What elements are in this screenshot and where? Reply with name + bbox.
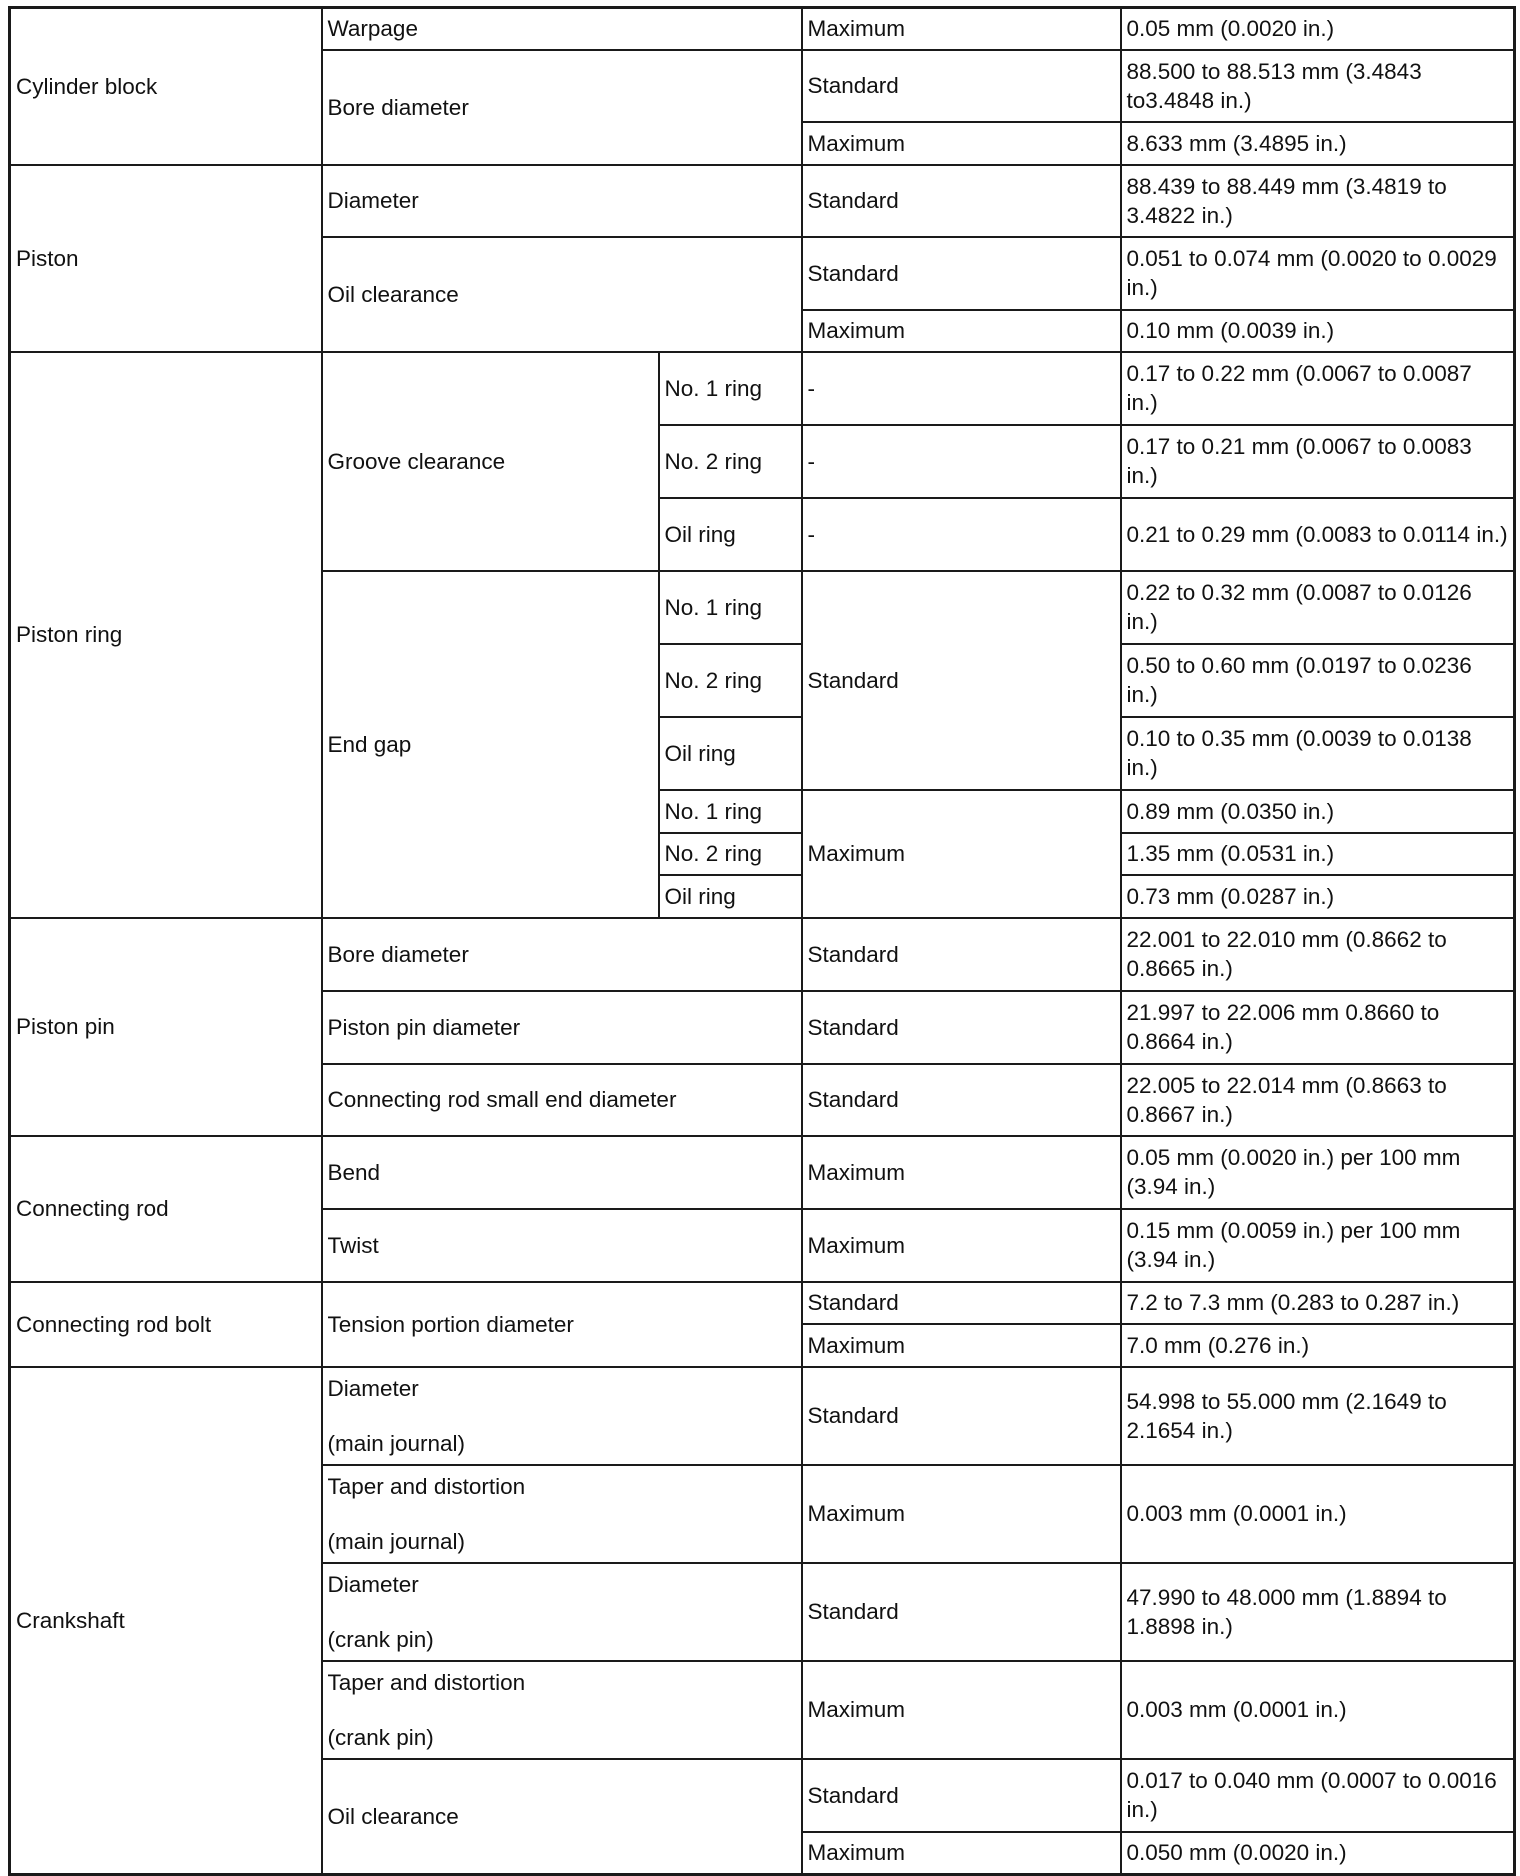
category-cell: Crankshaft xyxy=(10,1367,322,1875)
spec-value-cell: 54.998 to 55.000 mm (2.1649 to 2.1654 in.) xyxy=(1121,1367,1515,1465)
spec-type-cell: Maximum xyxy=(802,1832,1121,1875)
spec-value-cell: 0.017 to 0.040 mm (0.0007 to 0.0016 in.) xyxy=(1121,1759,1515,1832)
item-label-line: Taper and distortion xyxy=(327,1669,526,1695)
spec-type-cell: Maximum xyxy=(802,310,1121,352)
item-cell: Diameter xyxy=(322,165,802,237)
category-cell: Connecting rod bolt xyxy=(10,1282,322,1367)
item-label-line: Taper and distortion xyxy=(327,1473,526,1499)
spec-value-cell: 88.500 to 88.513 mm (3.4843 to3.4848 in.) xyxy=(1121,50,1515,122)
ring-cell: No. 2 ring xyxy=(659,425,802,498)
item-cell xyxy=(322,1465,802,1563)
ring-cell: No. 1 ring xyxy=(659,352,802,425)
spec-value-cell: 21.997 to 22.006 mm 0.8660 to 0.8664 in.) xyxy=(1121,991,1515,1064)
spec-type-cell: Standard xyxy=(802,571,1121,790)
spec-value-cell: 22.005 to 22.014 mm (0.8663 to 0.8667 in.) xyxy=(1121,1064,1515,1136)
item-label-line: (main journal) xyxy=(327,1528,466,1554)
item-cell: Groove clearance xyxy=(322,352,659,571)
category-cell: Connecting rod xyxy=(10,1136,322,1282)
ring-cell: Oil ring xyxy=(659,498,802,571)
item-label-line: Diameter xyxy=(327,1571,419,1597)
spec-value-cell: 7.2 to 7.3 mm (0.283 to 0.287 in.) xyxy=(1121,1282,1515,1324)
spec-type-cell: Maximum xyxy=(802,122,1121,165)
spec-type-cell: Standard xyxy=(802,918,1121,991)
ring-cell: No. 2 ring xyxy=(659,833,802,875)
category-cell: Piston pin xyxy=(10,918,322,1136)
spec-value-cell: 0.003 mm (0.0001 in.) xyxy=(1121,1661,1515,1759)
spec-type-cell: Standard xyxy=(802,1282,1121,1324)
spec-value-cell: 0.17 to 0.21 mm (0.0067 to 0.0083 in.) xyxy=(1121,425,1515,498)
table-row xyxy=(10,165,1515,237)
spec-type-cell: Standard xyxy=(802,50,1121,122)
spec-value-cell: 0.05 mm (0.0020 in.) xyxy=(1121,8,1515,50)
item-cell: Oil clearance xyxy=(322,237,802,352)
item-cell xyxy=(322,1661,802,1759)
spec-type-cell: Maximum xyxy=(802,1324,1121,1367)
spec-type-cell: Maximum xyxy=(802,1465,1121,1563)
item-cell: Bend xyxy=(322,1136,802,1209)
table-row xyxy=(10,918,1515,991)
ring-cell: No. 1 ring xyxy=(659,790,802,833)
spec-type-cell: - xyxy=(802,425,1121,498)
spec-type-cell: Maximum xyxy=(802,790,1121,918)
spec-value-cell: 0.05 mm (0.0020 in.) per 100 mm (3.94 in.) xyxy=(1121,1136,1515,1209)
category-cell: Piston xyxy=(10,165,322,352)
spec-type-cell: Standard xyxy=(802,165,1121,237)
spec-type-cell: Standard xyxy=(802,1064,1121,1136)
spec-value-cell: 0.050 mm (0.0020 in.) xyxy=(1121,1832,1515,1875)
item-cell xyxy=(322,1563,802,1661)
spec-type-cell: Maximum xyxy=(802,1136,1121,1209)
spec-value-cell: 0.10 to 0.35 mm (0.0039 to 0.0138 in.) xyxy=(1121,717,1515,790)
item-cell: End gap xyxy=(322,571,659,918)
item-cell: Bore diameter xyxy=(322,918,802,991)
spec-value-cell: 0.73 mm (0.0287 in.) xyxy=(1121,875,1515,918)
table-row xyxy=(10,1367,1515,1465)
spec-table-container xyxy=(8,6,1513,1876)
spec-type-cell: Standard xyxy=(802,1563,1121,1661)
spec-type-cell: - xyxy=(802,498,1121,571)
ring-cell: Oil ring xyxy=(659,875,802,918)
item-label-line: Diameter xyxy=(327,1375,419,1401)
spec-value-cell: 8.633 mm (3.4895 in.) xyxy=(1121,122,1515,165)
spec-value-cell: 7.0 mm (0.276 in.) xyxy=(1121,1324,1515,1367)
item-label-line: (crank pin) xyxy=(327,1626,434,1652)
spec-value-cell: 0.10 mm (0.0039 in.) xyxy=(1121,310,1515,352)
spec-value-cell: 47.990 to 48.000 mm (1.8894 to 1.8898 in.) xyxy=(1121,1563,1515,1661)
item-cell: Oil clearance xyxy=(322,1759,802,1875)
spec-type-cell: Standard xyxy=(802,1759,1121,1832)
spec-value-cell: 0.003 mm (0.0001 in.) xyxy=(1121,1465,1515,1563)
table-row xyxy=(10,1282,1515,1324)
spec-value-cell: 0.21 to 0.29 mm (0.0083 to 0.0114 in.) xyxy=(1121,498,1515,571)
spec-type-cell: Maximum xyxy=(802,1209,1121,1282)
ring-cell: No. 2 ring xyxy=(659,644,802,717)
spec-value-cell: 0.17 to 0.22 mm (0.0067 to 0.0087 in.) xyxy=(1121,352,1515,425)
spec-value-cell: 0.15 mm (0.0059 in.) per 100 mm (3.94 in.) xyxy=(1121,1209,1515,1282)
table-row xyxy=(10,352,1515,425)
spec-type-cell: - xyxy=(802,352,1121,425)
item-cell: Tension portion diameter xyxy=(322,1282,802,1367)
spec-type-cell: Standard xyxy=(802,237,1121,310)
spec-value-cell: 0.22 to 0.32 mm (0.0087 to 0.0126 in.) xyxy=(1121,571,1515,644)
spec-type-cell: Maximum xyxy=(802,8,1121,50)
table-row xyxy=(10,1136,1515,1209)
item-cell: Bore diameter xyxy=(322,50,802,165)
engine-spec-table xyxy=(8,6,1516,1876)
item-cell: Warpage xyxy=(322,8,802,50)
ring-cell: Oil ring xyxy=(659,717,802,790)
item-cell: Connecting rod small end diameter xyxy=(322,1064,802,1136)
table-row xyxy=(10,8,1515,50)
spec-value-cell: 1.35 mm (0.0531 in.) xyxy=(1121,833,1515,875)
ring-cell: No. 1 ring xyxy=(659,571,802,644)
item-cell: Piston pin diameter xyxy=(322,991,802,1064)
item-cell xyxy=(322,1367,802,1465)
spec-type-cell: Standard xyxy=(802,1367,1121,1465)
category-cell: Piston ring xyxy=(10,352,322,918)
item-label-line: (main journal) xyxy=(327,1430,466,1456)
spec-value-cell: 22.001 to 22.010 mm (0.8662 to 0.8665 in.) xyxy=(1121,918,1515,991)
item-label-line: (crank pin) xyxy=(327,1724,434,1750)
spec-type-cell: Maximum xyxy=(802,1661,1121,1759)
spec-type-cell: Standard xyxy=(802,991,1121,1064)
category-cell: Cylinder block xyxy=(10,8,322,165)
spec-value-cell: 0.50 to 0.60 mm (0.0197 to 0.0236 in.) xyxy=(1121,644,1515,717)
spec-value-cell: 88.439 to 88.449 mm (3.4819 to 3.4822 in.) xyxy=(1121,165,1515,237)
spec-value-cell: 0.89 mm (0.0350 in.) xyxy=(1121,790,1515,833)
spec-value-cell: 0.051 to 0.074 mm (0.0020 to 0.0029 in.) xyxy=(1121,237,1515,310)
item-cell: Twist xyxy=(322,1209,802,1282)
